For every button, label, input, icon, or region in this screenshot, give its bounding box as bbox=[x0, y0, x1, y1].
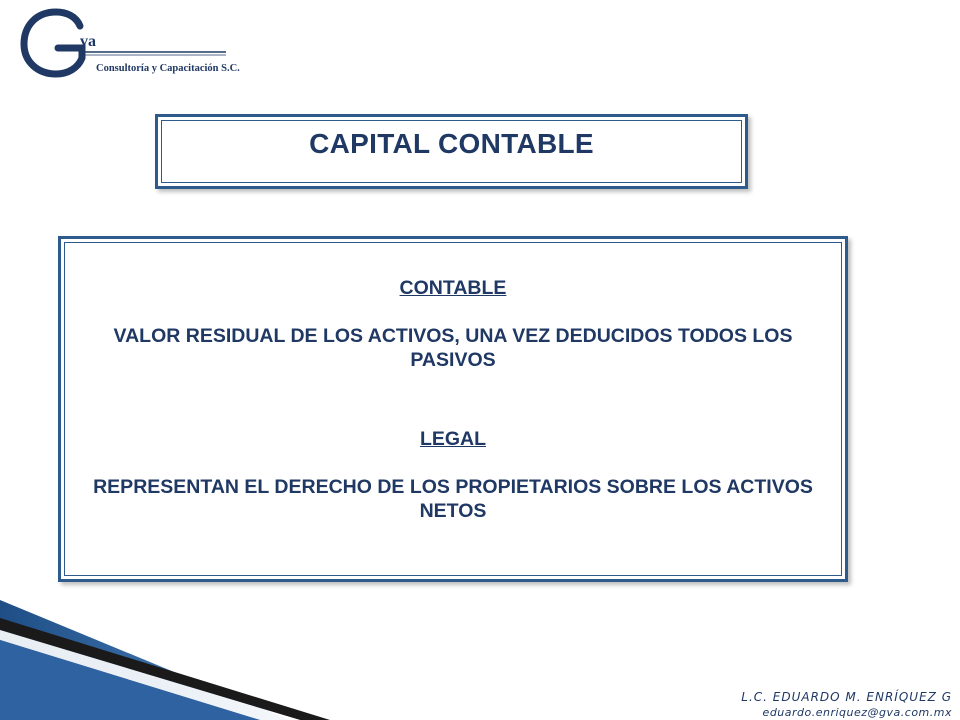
logo-letters: va bbox=[80, 33, 96, 50]
section-heading-legal: LEGAL bbox=[419, 428, 487, 450]
section-text-contable: VALOR RESIDUAL DE LOS ACTIVOS, UNA VEZ DEDUCIDOS TODOS LOS PASIVOS bbox=[113, 325, 793, 371]
logo-tagline: Consultoría y Capacitación S.C. bbox=[96, 63, 240, 74]
corner-swoosh-decoration bbox=[0, 600, 400, 720]
definition-box bbox=[58, 236, 848, 582]
author-name: L.C. EDUARDO M. ENRÍQUEZ G bbox=[741, 690, 952, 704]
author-email: eduardo.enriquez@gva.com.mx bbox=[762, 706, 952, 719]
definition-content bbox=[81, 276, 825, 523]
section-heading-contable: CONTABLE bbox=[399, 277, 507, 299]
title-box bbox=[155, 114, 748, 189]
slide-title: CAPITAL CONTABLE bbox=[309, 128, 594, 159]
section-text-legal: REPRESENTAN EL DERECHO DE LOS PROPIETARIOS SOBRE LOS ACTIVOS NETOS bbox=[93, 476, 813, 522]
author-signature bbox=[741, 690, 952, 719]
company-logo bbox=[18, 8, 238, 80]
